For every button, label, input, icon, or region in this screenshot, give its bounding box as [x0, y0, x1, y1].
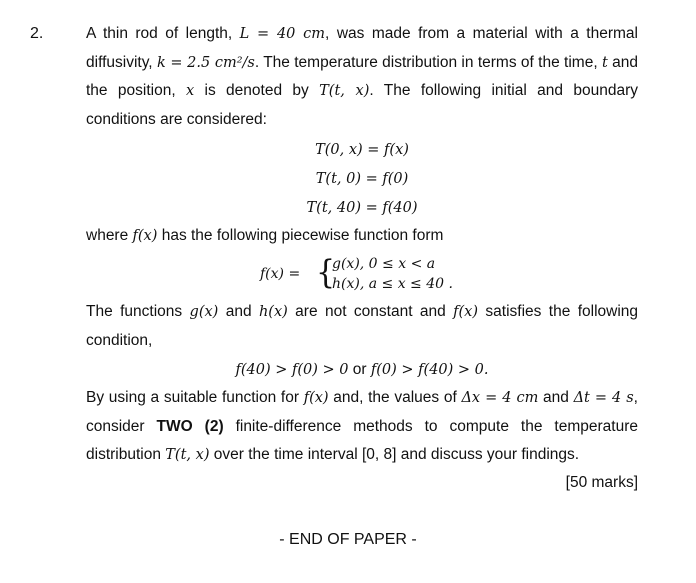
- marks-label: [50 marks]: [565, 474, 638, 491]
- intro-paragraph: [86, 20, 638, 134]
- functions-text: and: [218, 303, 259, 320]
- f-function-symbol: f(x): [132, 228, 158, 244]
- task-text: finite-difference methods to compute the temperature distribution: [86, 417, 638, 463]
- inequality-condition: [86, 361, 638, 379]
- delta-x-value: Δx = 4 cm: [461, 390, 539, 406]
- task-text: By using a suitable function for: [86, 389, 304, 406]
- where-sentence: [86, 222, 638, 251]
- temperature-symbol: T(t, x): [319, 83, 370, 99]
- task-text: , consider: [86, 389, 638, 435]
- f-function-symbol: f(x): [303, 390, 329, 406]
- end-of-paper: - END OF PAPER -: [279, 531, 417, 548]
- functions-text: satisfies the following condition,: [86, 303, 639, 349]
- inequality-or: or: [348, 361, 371, 378]
- delta-t-value: Δt = 4 s: [573, 390, 634, 406]
- curly-brace: {: [316, 253, 336, 292]
- condition-text: T(t, 40) = f(40): [306, 200, 418, 216]
- condition-right-boundary: [86, 200, 638, 216]
- intro-text: , was made from a material with a thermal diffusivity,: [86, 25, 638, 71]
- piecewise-case-1: g(x), 0 ≤ x < a: [332, 256, 436, 272]
- intro-text: . The temperature distribution in terms of the time,: [254, 53, 602, 71]
- condition-text: T(0, x) = f(x): [315, 142, 409, 158]
- intro-text: is denoted by: [194, 82, 320, 99]
- two-methods-emphasis: TWO (2): [156, 417, 224, 435]
- condition-text: T(t, 0) = f(0): [315, 171, 409, 187]
- intro-text: and the position,: [86, 53, 638, 99]
- inequality-b: f(0) > f(40) > 0.: [370, 362, 489, 378]
- question-number: 2.: [30, 25, 44, 42]
- length-formula: L = 40 cm: [239, 26, 326, 42]
- position-symbol: x: [185, 83, 195, 99]
- functions-text: are not constant and: [287, 303, 454, 320]
- diffusivity-formula: k = 2.5 cm²/s: [156, 54, 255, 71]
- g-function-symbol: g(x): [189, 304, 219, 320]
- where-text: has the following piecewise function form: [157, 227, 444, 244]
- h-function-symbol: h(x): [258, 304, 288, 320]
- task-paragraph: [86, 384, 638, 470]
- condition-initial: [86, 142, 638, 158]
- task-text: over the time interval [0, 8] and discuss your findings.: [209, 446, 580, 463]
- time-symbol: t: [601, 54, 608, 71]
- piecewise-lhs: f(x) =: [260, 266, 301, 282]
- where-text: where: [86, 227, 133, 244]
- condition-left-boundary: [86, 171, 638, 187]
- functions-text: The functions: [86, 303, 190, 320]
- inequality-a: f(40) > f(0) > 0: [235, 362, 349, 378]
- task-text: and: [538, 389, 574, 406]
- functions-paragraph: [86, 298, 638, 355]
- intro-text: A thin rod of length,: [86, 25, 240, 42]
- temperature-symbol: T(t, x): [165, 447, 210, 463]
- piecewise-case-2: h(x), a ≤ x ≤ 40 .: [332, 276, 453, 292]
- task-text: and, the values of: [328, 389, 462, 406]
- f-function-symbol: f(x): [453, 304, 478, 320]
- intro-text: . The following initial and boundary conditions are considered:: [86, 82, 638, 128]
